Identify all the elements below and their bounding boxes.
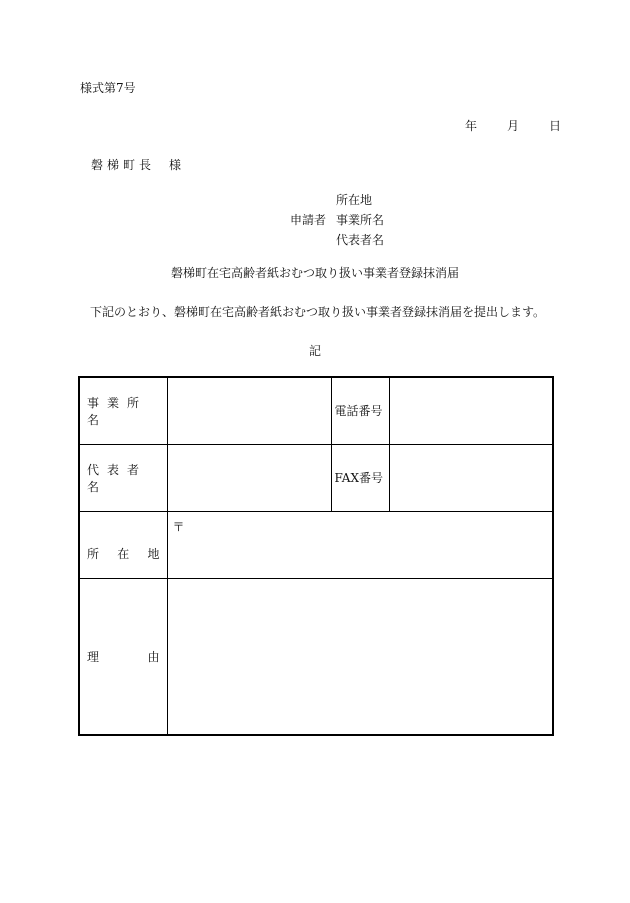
form-number: 様式第7号 <box>80 81 136 95</box>
applicant-representative-label: 代表者名 <box>336 233 385 247</box>
applicant-block <box>290 193 384 253</box>
table-row <box>79 511 553 578</box>
applicant-business-label: 事業所名 <box>336 213 385 227</box>
address-field[interactable] <box>167 511 553 578</box>
fax-field[interactable] <box>389 444 553 511</box>
phone-label: 電話番号 <box>331 377 389 444</box>
addressee <box>91 158 185 172</box>
applicant-label: 申請者 <box>290 213 327 227</box>
address-label: 所在地 <box>79 511 167 578</box>
date-year: 年 <box>465 119 478 133</box>
date-month: 月 <box>507 119 520 133</box>
reason-field[interactable] <box>167 578 553 735</box>
business-name-label: 事業所名 <box>79 377 167 444</box>
reason-label: 理由 <box>79 578 167 735</box>
table-row <box>79 578 553 735</box>
representative-label: 代表者名 <box>79 444 167 511</box>
date-line <box>465 119 561 133</box>
addressee-suffix: 様 <box>169 158 186 172</box>
table-row <box>79 377 553 444</box>
body-text: 下記のとおり、磐梯町在宅高齢者紙おむつ取り扱い事業者登録抹消届を提出します。 <box>90 305 546 319</box>
ki-heading: 記 <box>308 344 321 358</box>
addressee-name: 磐梯町長 <box>91 158 156 172</box>
fax-label: FAX番号 <box>331 444 389 511</box>
representative-field[interactable] <box>167 444 331 511</box>
phone-field[interactable] <box>389 377 553 444</box>
postal-mark: 〒 <box>172 519 185 534</box>
applicant-address-label: 所在地 <box>336 193 373 207</box>
document-title: 磐梯町在宅高齢者紙おむつ取り扱い事業者登録抹消届 <box>170 266 459 280</box>
business-name-field[interactable] <box>167 377 331 444</box>
registration-table <box>78 376 554 736</box>
date-day: 日 <box>549 119 562 133</box>
table-row <box>79 444 553 511</box>
